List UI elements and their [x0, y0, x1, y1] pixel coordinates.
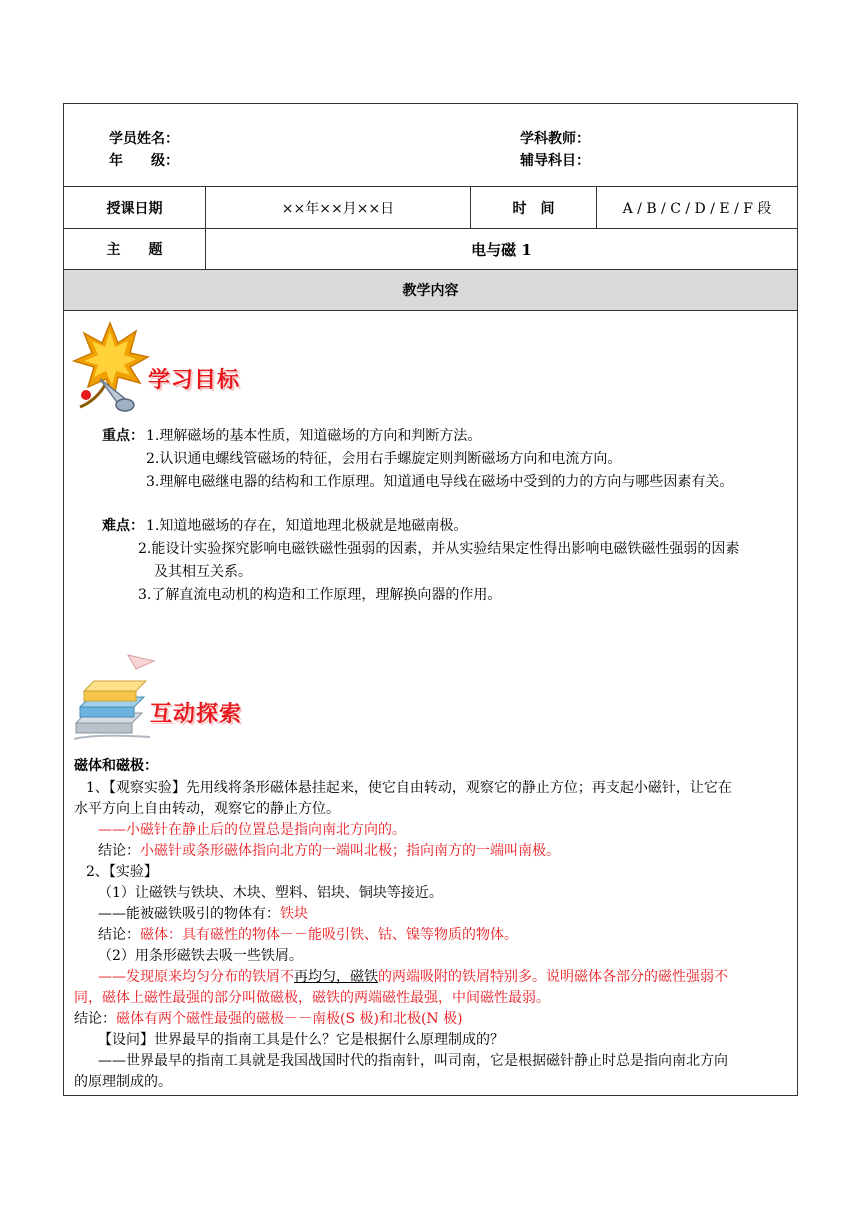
final-conclusion-prefix: 结论：: [74, 1011, 116, 1027]
answer-line2: 的原理制成的。: [74, 1074, 172, 1090]
difficult-point-2-cont: 及其相互关系。: [154, 564, 252, 580]
subject-label: 辅导科目：: [520, 153, 590, 169]
student-name-label: 学员姓名：: [109, 131, 179, 147]
exp2-observation: [98, 967, 728, 987]
exp1-answer: ——小磁针在静止后的位置总是指向南北方向的。: [98, 822, 406, 838]
exp2-observation-line2: 同，磁体上磁性最强的部分叫做磁极，磁铁的两端磁性最强，中间磁性最弱。: [74, 990, 550, 1006]
exp2-step1: （1）让磁铁与铁块、木块、塑料、铝块、铜块等接近。: [98, 885, 443, 901]
key-point-2: 2.认识通电螺线管磁场的特征，会用右手螺旋定则判断磁场方向和电流方向。: [146, 451, 622, 467]
exp1-conclusion: [98, 841, 560, 861]
objectives-title: 学习目标: [148, 368, 241, 393]
difficult-points-label: 难点：: [102, 518, 144, 534]
exp2-obs-b: 再均匀，: [294, 969, 350, 985]
time-value: A / B / C / D / E / F 段: [622, 200, 772, 217]
grade-label: 年 级：: [109, 153, 179, 169]
final-conclusion-text: 磁体有两个磁性最强的磁极－－南极(S 极)和北极(N 极): [116, 1011, 463, 1027]
exp1-line1: 1、【观察实验】先用线将条形磁体悬挂起来，使它自由转动，观察它的静止方位；再支起小磁针，让它在: [86, 780, 732, 796]
header-row: [64, 104, 797, 187]
exp2-conclusion-text: 磁体：具有磁性的物体－－能吸引铁、钴、镍等物质的物体。: [140, 927, 518, 943]
question: 【设问】世界最早的指南工具是什么？它是根据什么原理制成的？: [98, 1032, 504, 1048]
objectives-banner: [70, 321, 260, 416]
exp2-answer: [98, 904, 308, 924]
key-point-1: 1.理解磁场的基本性质，知道磁场的方向和判断方法。: [146, 428, 482, 444]
teacher-label: 学科教师：: [520, 131, 590, 147]
exp2-title: 2、【实验】: [86, 864, 158, 880]
maple-leaf-bell-icon: [70, 321, 150, 413]
info-row: [64, 187, 797, 229]
teaching-content-label: 教学内容: [402, 283, 459, 299]
date-label: 授课日期: [106, 200, 163, 217]
exp1-conclusion-prefix: 结论：: [98, 843, 140, 859]
difficult-point-3: 3.了解直流电动机的构造和工作原理，理解换向器的作用。: [138, 587, 502, 603]
exp2-answer-text: 铁块: [280, 906, 308, 922]
topic-value: 电与磁 1: [471, 240, 532, 259]
exp2-conclusion-prefix: 结论：: [98, 927, 140, 943]
exp2-obs-d: 的两端吸附的铁屑特别多。说明磁体各部分的磁性强弱不: [378, 969, 728, 985]
teaching-content: [64, 311, 797, 1095]
teaching-content-row: [64, 270, 797, 311]
difficult-point-1: 1.知道地磁场的存在，知道地理北极就是地磁南极。: [146, 518, 468, 534]
exp1-line2: 水平方向上自由转动，观察它的静止方位。: [74, 801, 340, 817]
topic-row: [64, 229, 797, 270]
exp2-answer-prefix: ——能被磁铁吸引的物体有：: [98, 906, 280, 922]
exp2-conclusion: [98, 925, 518, 945]
exp2-obs-c: 磁铁: [350, 969, 378, 985]
answer-line1: ——世界最早的指南工具就是我国战国时代的指南针，叫司南，它是根据磁针静止时总是指向南北方向: [98, 1053, 728, 1069]
exp2-obs-a: ——发现原来均匀分布的铁屑不: [98, 969, 294, 985]
explore-banner: [70, 651, 260, 746]
difficult-point-2: 2.能设计实验探究影响电磁铁磁性强弱的因素，并从实验结果定性得出影响电磁铁磁性强弱的因素: [138, 541, 740, 557]
exp2-step2: （2）用条形磁铁去吸一些铁屑。: [98, 948, 303, 964]
books-icon: [70, 651, 156, 743]
time-label: 时 间: [512, 200, 555, 217]
lesson-plan-table: [63, 103, 798, 1096]
key-points-label: 重点：: [102, 428, 144, 444]
final-conclusion: [74, 1009, 463, 1029]
topic-label: 主 题: [106, 242, 163, 258]
date-value: ××年××月××日: [281, 200, 395, 217]
section-title: 磁体和磁极：: [74, 758, 158, 774]
exp1-conclusion-text: 小磁针或条形磁体指向北方的一端叫北极；指向南方的一端叫南极。: [140, 843, 560, 859]
explore-title: 互动探索: [150, 702, 243, 727]
key-point-3: 3.理解电磁继电器的结构和工作原理。知道通电导线在磁场中受到的力的方向与哪些因素有关。: [146, 474, 734, 490]
